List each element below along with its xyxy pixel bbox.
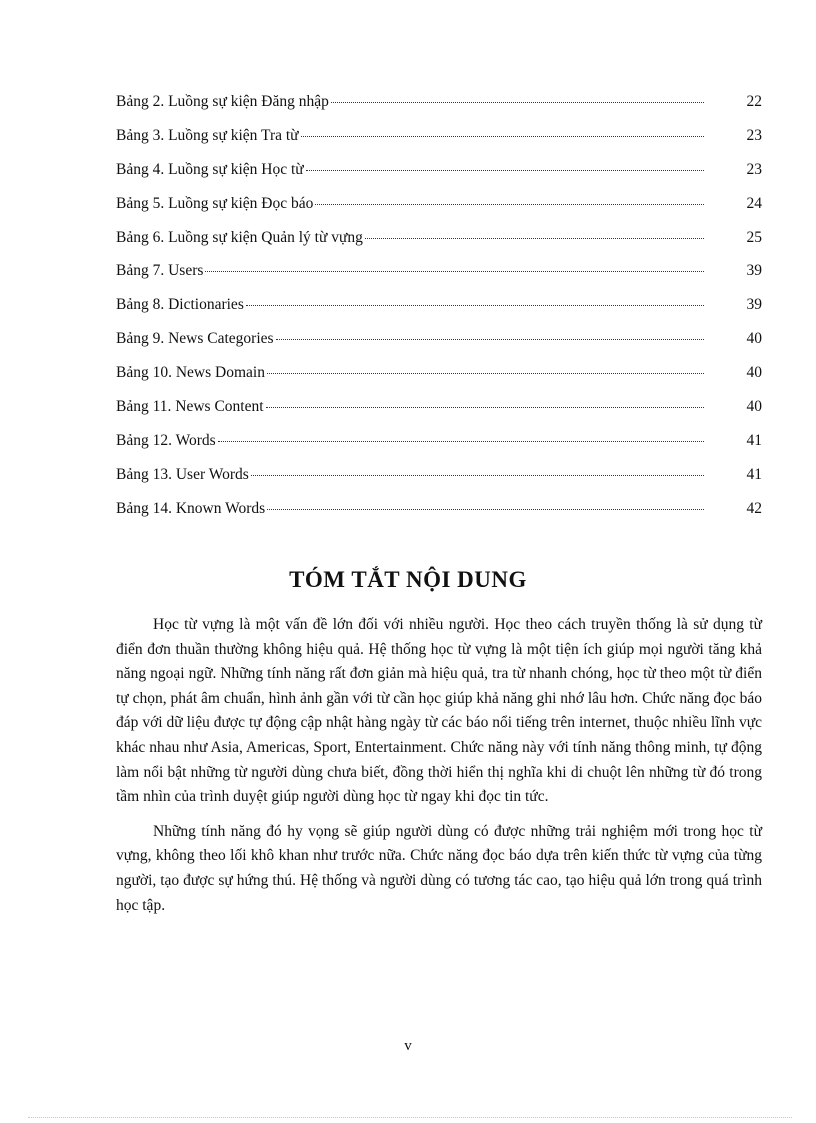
toc-entry-page: 23 [746,160,762,178]
toc-leader-dots [331,102,704,103]
toc-entry-page: 25 [746,228,762,246]
table-of-tables [116,93,762,534]
toc-entry[interactable] [116,398,762,432]
toc-entry-title: Bảng 8. Dictionaries [116,296,244,314]
toc-entry[interactable] [116,93,762,127]
toc-entry-page: 41 [746,465,762,483]
toc-leader-dots [276,339,704,340]
summary-body [116,613,762,928]
toc-leader-dots [205,271,704,272]
toc-entry-page: 40 [746,364,762,382]
toc-leader-dots [267,509,704,510]
toc-entry-page: 39 [746,296,762,314]
toc-entry[interactable] [116,262,762,296]
summary-paragraph: Những tính năng đó hy vọng sẽ giúp người dùng có được những trải nghiệm mới trong học từ vựng, không theo lối khô khan như trước nữa. Chức năng đọc báo dựa trên kiến thức từ vựng của từng người, tạo được sự hứng thú. Hệ thống và người dùng có tương tác cao, tạo hiệu quả lớn trong quá trình học tập. [116,822,762,914]
toc-entry[interactable] [116,500,762,534]
toc-entry-title: Bảng 3. Luồng sự kiện Tra từ [116,126,299,144]
toc-entry[interactable] [116,466,762,500]
toc-entry[interactable] [116,330,762,364]
toc-leader-dots [315,204,704,205]
toc-leader-dots [251,475,704,476]
toc-entry-page: 22 [746,93,762,110]
toc-entry-page: 23 [746,126,762,144]
toc-entry[interactable] [116,127,762,161]
toc-entry-title: Bảng 10. News Domain [116,364,265,382]
toc-leader-dots [218,441,704,442]
toc-entry[interactable] [116,296,762,330]
toc-entry-page: 40 [746,330,762,348]
toc-entry-title: Bảng 11. News Content [116,398,264,416]
toc-entry-title: Bảng 14. Known Words [116,499,266,517]
toc-entry-title: Bảng 12. Words [116,431,216,449]
toc-entry[interactable] [116,195,762,229]
toc-entry-page: 40 [746,398,762,416]
toc-entry[interactable] [116,229,762,263]
toc-entry-page: 42 [746,499,762,517]
toc-entry-title: Bảng 2. Luồng sự kiện Đăng nhập [116,93,329,110]
toc-entry-title: Bảng 7. Users [116,262,204,280]
toc-entry-page: 39 [746,262,762,280]
toc-leader-dots [306,170,704,171]
toc-entry[interactable] [116,364,762,398]
toc-entry[interactable] [116,432,762,466]
toc-entry-title: Bảng 5. Luồng sự kiện Đọc báo [116,194,314,212]
summary-paragraph: Học từ vựng là một vấn đề lớn đối với nhiều người. Học theo cách truyền thống là sử dụng từ điển đơn thuần thường không hiệu quả. Hệ thống học từ vựng là một tiện ích giúp mọi người tăng khả năng ngoại ngữ. Những tính năng rất đơn giản mà hiệu quả, tra từ nhanh chóng, học từ theo một từ điển tự chọn, phát âm chuẩn, hình ảnh gần với từ cần học giúp khả năng ghi nhớ lâu hơn. Chức năng đọc báo đáp với dữ liệu được tự động cập nhật hàng ngày từ các báo nổi tiếng trên internet, thuộc nhiều lĩnh vực khác nhau như Asia, Americas, Sport, Entertainment. Chức năng này với tính năng thông minh, tự động làm nổi bật những từ người dùng chưa biết, đồng thời hiển thị nghĩa khi di chuột lên những từ đó trong tầm nhìn của trình duyệt giúp người dùng học từ ngay khi đọc tin tức. [116,616,762,806]
toc-leader-dots [266,407,704,408]
toc-leader-dots [246,305,704,306]
page-border-divider [28,1117,792,1118]
toc-entry-page: 41 [746,431,762,449]
toc-entry-page: 24 [746,194,762,212]
toc-entry-title: Bảng 6. Luồng sự kiện Quản lý từ vựng [116,228,363,246]
summary-heading: TÓM TẮT NỘI DUNG [289,567,527,592]
toc-entry-title: Bảng 4. Luồng sự kiện Học từ [116,160,304,178]
toc-leader-dots [267,373,704,374]
toc-leader-dots [365,238,704,239]
page-number: v [404,1038,412,1054]
toc-entry[interactable] [116,161,762,195]
toc-leader-dots [301,136,704,137]
toc-entry-title: Bảng 9. News Categories [116,330,274,348]
toc-entry-title: Bảng 13. User Words [116,465,249,483]
